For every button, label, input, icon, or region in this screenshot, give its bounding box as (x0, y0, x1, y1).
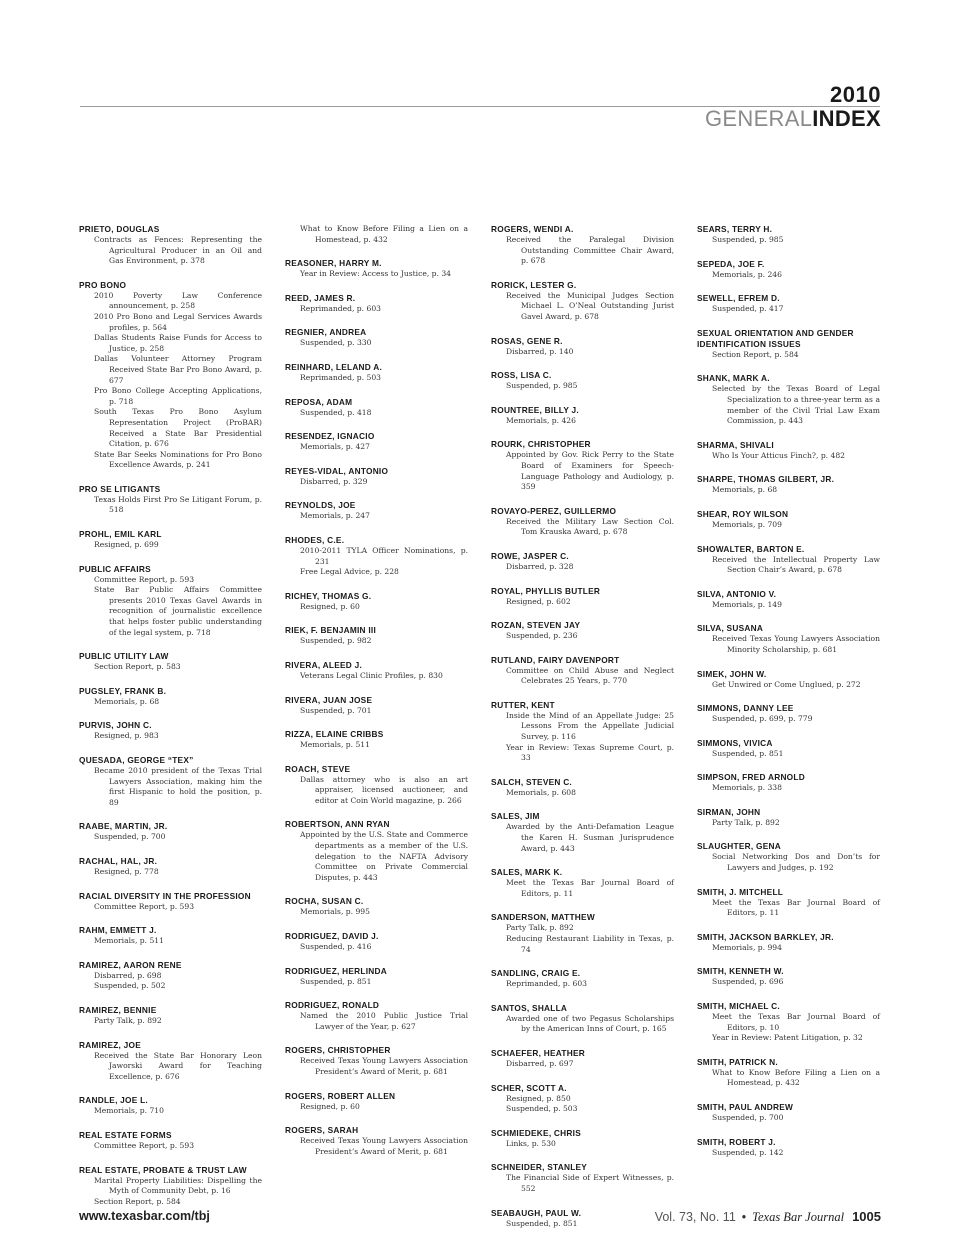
index-entry (697, 703, 880, 725)
entry-reference: Suspended, p. 699, p. 779 (712, 714, 813, 724)
entry-name: SALCH, STEVEN C. (491, 776, 572, 787)
index-entry (697, 623, 880, 655)
entry-name: SANDERSON, MATTHEW (491, 912, 595, 923)
footer-page-number: 1005 (852, 1209, 881, 1224)
entry-reference: Suspended, p. 851 (712, 748, 784, 758)
entry-reference: Committee Report, p. 593 (94, 1140, 195, 1150)
entry-name: ROGERS, WENDI A. (491, 224, 574, 234)
entry-name: SANTOS, SHALLA (491, 1002, 568, 1013)
entry-name: RAMIREZ, BENNIE (79, 1004, 157, 1015)
entry-name: PURVIS, JOHN C. (79, 720, 152, 731)
index-entry (285, 695, 468, 717)
index-entry (697, 259, 880, 281)
index-entry (697, 1102, 880, 1124)
entry-reference: Memorials, p. 995 (300, 907, 370, 917)
index-entry (697, 772, 880, 794)
index-entry (491, 506, 674, 538)
entry-reference: Committee on Child Abuse and Neglect Celebrates 25 Years, p. 770 (506, 665, 674, 686)
index-entry (697, 669, 880, 691)
index-title (705, 108, 881, 130)
entry-reference: Suspended, p. 417 (712, 304, 784, 314)
entry-name: REYNOLDS, JOE (285, 500, 356, 511)
entry-reference: Became 2010 president of the Texas Trial Lawyers Association, making him the first Hispanic to hold the position, p. 89 (94, 766, 262, 807)
entry-name: QUESADA, GEORGE “TEX” (79, 755, 194, 765)
index-entry (285, 591, 468, 613)
entry-reference: Veterans Legal Clinic Profiles, p. 830 (300, 670, 443, 680)
entry-reference: Disbarred, p. 698 (94, 970, 162, 980)
index-entry (285, 293, 468, 315)
entry-reference: Committee Report, p. 593 (94, 574, 195, 584)
entry-reference: Inside the Mind of an Appellate Judge: 25 Lessons From the Appellate Judicial Survey, p. 116 (506, 710, 674, 742)
index-entry (491, 1128, 674, 1150)
entry-name: ROSS, LISA C. (491, 370, 552, 381)
entry-name: SMITH, MICHAEL C. (697, 1001, 780, 1012)
entry-reference: Section Report, p. 584 (94, 1196, 181, 1206)
entry-reference: Received Texas Young Lawyers Association President’s Award of Merit, p. 681 (300, 1056, 468, 1076)
index-entry (79, 651, 262, 673)
index-column-1 (79, 224, 262, 1206)
index-entry (697, 932, 880, 954)
entry-name: REPOSA, ADAM (285, 396, 353, 407)
entry-name: SIMEK, JOHN W. (697, 668, 767, 679)
footer-website-link[interactable]: www.texasbar.com/tbj (79, 1209, 210, 1223)
entry-reference: Suspended, p. 416 (300, 942, 372, 952)
entry-reference: Awarded by the Anti-Defamation League the Karen H. Susman Jurisprudence Award, p. 443 (506, 822, 674, 853)
entry-reference: Received the Municipal Judges Section Michael L. O’Neal Outstanding Jurist Gavel Award, p. 678 (506, 290, 674, 321)
entry-reference: Section Report, p. 583 (94, 662, 181, 672)
entry-reference: Party Talk, p. 892 (506, 923, 574, 933)
index-column-3 (491, 224, 674, 1228)
index-entry (285, 819, 468, 883)
entry-reference: Awarded one of two Pegasus Scholarships by the American Inns of Court, p. 165 (506, 1013, 674, 1034)
index-entry (285, 764, 468, 807)
entry-name: RODRIGUEZ, DAVID J. (285, 931, 379, 942)
entry-reference: Disbarred, p. 697 (506, 1058, 574, 1068)
index-entry (491, 439, 674, 492)
page-header (705, 84, 881, 130)
index-entry (79, 1005, 262, 1027)
entry-name: SHEAR, ROY WILSON (697, 508, 789, 519)
index-entry (79, 1165, 262, 1208)
entry-name: RHODES, C.E. (285, 534, 345, 545)
entry-name: PUBLIC UTILITY LAW (79, 651, 169, 662)
entry-reference: Received the Intellectual Property Law Section Chair’s Award, p. 678 (712, 554, 880, 575)
index-entry (697, 293, 880, 315)
entry-name: SANDLING, CRAIG E. (491, 968, 581, 979)
entry-name: SMITH, PAUL ANDREW (697, 1102, 794, 1112)
entry-name: SIMMONS, DANNY LEE (697, 703, 794, 714)
entry-reference: Free Legal Advice, p. 228 (300, 567, 399, 577)
index-entry (697, 1001, 880, 1044)
index-entry (79, 1040, 262, 1083)
index-entry (491, 280, 674, 323)
entry-name: RANDLE, JOE L. (79, 1095, 148, 1106)
entry-reference: Selected by the Texas Board of Legal Specialization to a three-year term as a member of the Civil Trial Law Exam Commission, p. 443 (712, 384, 880, 426)
index-column-2 (285, 224, 468, 1192)
entry-reference: Year in Review: Access to Justice, p. 34 (300, 269, 452, 279)
entry-reference: Meet the Texas Bar Journal Board of Editors, p. 10 (712, 1012, 880, 1032)
entry-name: SILVA, ANTONIO V. (697, 588, 777, 599)
index-entry (491, 586, 674, 608)
index-entry (285, 1091, 468, 1113)
entry-name: RUTLAND, FAIRY DAVENPORT (491, 654, 620, 665)
entry-reference: Dallas Volunteer Attorney Program Received State Bar Pro Bono Award, p. 677 (94, 354, 262, 385)
index-entry (79, 686, 262, 708)
entry-name: PUBLIC AFFAIRS (79, 563, 151, 574)
entry-name: RAMIREZ, JOE (79, 1039, 142, 1050)
entry-name: SILVA, SUSANA (697, 623, 764, 634)
index-entry (491, 224, 674, 267)
entry-name: SALES, MARK K. (491, 867, 563, 878)
entry-name: RUTTER, KENT (491, 699, 555, 710)
entry-name: RIEK, F. BENJAMIN III (285, 625, 376, 636)
entry-reference: Memorials, p. 68 (94, 696, 160, 706)
entry-name: ROACH, STEVE (285, 763, 351, 774)
entry-reference: The Financial Side of Expert Witnesses, p. 552 (506, 1173, 674, 1193)
index-entry (491, 551, 674, 573)
index-entry (285, 224, 468, 245)
entry-name: RACHAL, HAL, JR. (79, 855, 158, 866)
index-entry (79, 529, 262, 551)
index-entry (697, 509, 880, 531)
entry-name: REED, JAMES R. (285, 292, 356, 303)
entry-reference: Resigned, p. 60 (300, 601, 360, 611)
entry-reference: Suspended, p. 985 (712, 235, 784, 244)
entry-name: SHANK, MARK A. (697, 373, 770, 384)
entry-reference: Resigned, p. 983 (94, 731, 159, 741)
index-entry (697, 589, 880, 611)
entry-reference: South Texas Pro Bono Asylum Representation Project (ProBAR) Received a State Bar Presidential Citation, p. 676 (94, 407, 262, 449)
entry-reference: Suspended, p. 142 (712, 1147, 784, 1157)
index-entry (697, 887, 880, 919)
entry-reference: Section Report, p. 584 (712, 349, 799, 359)
entry-reference: Party Talk, p. 892 (94, 1015, 162, 1025)
entry-reference: Get Unwired or Come Unglued, p. 272 (712, 679, 861, 689)
entry-name: SCHMIEDEKE, CHRIS (491, 1127, 581, 1138)
index-entry (697, 738, 880, 760)
entry-reference: Received Texas Young Lawyers Association Minority Scholarship, p. 681 (712, 634, 880, 654)
entry-name: RACIAL DIVERSITY IN THE PROFESSION (79, 890, 251, 901)
entry-name: SEPEDA, JOE F. (697, 258, 765, 269)
index-entry (79, 564, 262, 639)
entry-reference: Suspended, p. 696 (712, 977, 784, 987)
index-entry (491, 700, 674, 764)
entry-name: ROWE, JASPER C. (491, 550, 569, 561)
entry-reference: Texas Holds First Pro Se Litigant Forum, p. 518 (94, 494, 262, 515)
index-entry (491, 968, 674, 990)
entry-name: ROZAN, STEVEN JAY (491, 620, 581, 631)
index-entry (697, 373, 880, 426)
entry-name: ROURK, CHRISTOPHER (491, 439, 591, 450)
entry-reference: Year in Review: Texas Supreme Court, p. 33 (506, 742, 674, 763)
index-entry (491, 1048, 674, 1070)
entry-name: RIVERA, JUAN JOSE (285, 694, 373, 705)
entry-reference: Memorials, p. 710 (94, 1106, 164, 1116)
entry-name: SCHAEFER, HEATHER (491, 1047, 585, 1058)
index-entry (697, 224, 880, 246)
entry-reference: Reducing Restaurant Liability in Texas, p. 74 (506, 934, 674, 954)
entry-reference: Suspended, p. 982 (300, 636, 372, 646)
entry-name: RODRIGUEZ, HERLINDA (285, 965, 388, 976)
index-entry (285, 931, 468, 953)
entry-name: RIZZA, ELAINE CRIBBS (285, 729, 384, 740)
index-entry (285, 966, 468, 988)
entry-name: SMITH, PATRICK N. (697, 1056, 778, 1067)
entry-name: ROUNTREE, BILLY J. (491, 404, 579, 415)
index-entry (79, 280, 262, 471)
entry-name: RORICK, LESTER G. (491, 279, 577, 290)
entry-name: RAABE, MARTIN, JR. (79, 821, 168, 832)
entry-name: SMITH, ROBERT J. (697, 1136, 776, 1147)
index-title-general: GENERAL (705, 106, 813, 131)
index-entry (697, 440, 880, 462)
entry-name: SMITH, KENNETH W. (697, 966, 784, 977)
entry-reference: 2010 Pro Bono and Legal Services Awards profiles, p. 564 (94, 311, 262, 332)
entry-name: RAMIREZ, AARON RENE (79, 959, 182, 970)
entry-reference: Memorials, p. 246 (712, 269, 782, 279)
index-entry (285, 431, 468, 453)
index-entry (285, 397, 468, 419)
index-entry (285, 258, 468, 280)
entry-name: REAL ESTATE, PROBATE & TRUST LAW (79, 1164, 247, 1175)
entry-reference: Suspended, p. 236 (506, 631, 578, 641)
index-entry (285, 896, 468, 918)
index-entry (285, 625, 468, 647)
entry-reference: Received Texas Young Lawyers Association President’s Award of Merit, p. 681 (300, 1136, 468, 1156)
entry-reference: Memorials, p. 149 (712, 599, 782, 609)
entry-reference: What to Know Before Filing a Lien on a Homestead, p. 432 (712, 1067, 880, 1088)
entry-reference: Resigned, p. 699 (94, 540, 159, 550)
entry-reference: Committee Report, p. 593 (94, 901, 195, 911)
entry-reference: Resigned, p. 778 (94, 866, 159, 876)
index-column-4 (697, 224, 880, 1192)
entry-name: SHOWALTER, BARTON E. (697, 543, 805, 554)
index-entry (79, 960, 262, 992)
entry-reference: Named the 2010 Public Justice Trial Lawyer of the Year, p. 627 (300, 1011, 468, 1031)
entry-reference: Links, p. 530 (506, 1138, 556, 1148)
entry-reference: Suspended, p. 701 (300, 705, 372, 715)
footer-issue-info (655, 1209, 881, 1225)
entry-reference: Social Networking Dos and Don’ts for Lawyers and Judges, p. 192 (712, 852, 880, 873)
entry-reference: Memorials, p. 994 (712, 942, 782, 952)
index-entry (491, 336, 674, 358)
entry-name: RIVERA, ALEED J. (285, 659, 362, 670)
entry-reference: Memorials, p. 247 (300, 511, 370, 521)
footer-volume: Vol. 73, No. 11 (654, 1210, 736, 1224)
index-entry (79, 755, 262, 808)
index-entry (491, 370, 674, 392)
entry-name: REYES-VIDAL, ANTONIO (285, 465, 389, 476)
index-entry (491, 912, 674, 955)
entry-reference: Suspended, p. 985 (506, 381, 578, 391)
index-entry (79, 720, 262, 742)
index-entry (285, 1000, 468, 1032)
index-year: 2010 (830, 82, 881, 107)
index-entry (491, 1083, 674, 1115)
entry-reference: Memorials, p. 427 (300, 442, 370, 452)
index-entry (79, 484, 262, 516)
entry-reference: Marital Property Liabilities: Dispelling the Myth of Community Debt, p. 16 (94, 1175, 262, 1196)
page-footer (79, 1207, 881, 1227)
entry-reference: Suspended, p. 503 (506, 1104, 578, 1114)
entry-name: ROGERS, SARAH (285, 1125, 359, 1136)
entry-reference: Resigned, p. 602 (506, 596, 571, 606)
index-entry (697, 1057, 880, 1089)
entry-name: ROBERTSON, ANN RYAN (285, 819, 390, 830)
entry-reference: Memorials, p. 511 (94, 936, 164, 946)
entry-reference: Reprimanded, p. 603 (300, 303, 381, 313)
entry-name: RODRIGUEZ, RONALD (285, 1000, 380, 1011)
entry-name: SHARMA, SHIVALI (697, 439, 774, 450)
index-entry (79, 891, 262, 913)
index-title-index: INDEX (812, 106, 881, 131)
entry-name: SMITH, JACKSON BARKLEY, JR. (697, 931, 834, 942)
entry-name: REGNIER, ANDREA (285, 327, 367, 338)
entry-reference: Year in Review: Patent Litigation, p. 32 (712, 1033, 863, 1043)
index-entry (491, 1003, 674, 1035)
entry-reference: Dallas attorney who is also an art appraiser, licensed auctioneer, and editor at Coin World magazine, p. 266 (300, 774, 468, 805)
index-entry (79, 1130, 262, 1152)
index-entry (491, 405, 674, 427)
entry-reference: Pro Bono College Accepting Applications, p. 718 (94, 386, 262, 406)
entry-reference: Who Is Your Atticus Finch?, p. 482 (712, 450, 846, 460)
entry-reference: Resigned, p. 60 (300, 1101, 360, 1111)
entry-reference: Memorials, p. 709 (712, 519, 782, 529)
entry-name: ROVAYO-PEREZ, GUILLERMO (491, 505, 617, 516)
index-entry (79, 821, 262, 843)
entry-name: SEWELL, EFREM D. (697, 293, 780, 304)
entry-name: SMITH, J. MITCHELL (697, 886, 784, 897)
entry-name: REINHARD, LELAND A. (285, 361, 383, 372)
index-entry (491, 620, 674, 642)
entry-name: ROGERS, ROBERT ALLEN (285, 1090, 396, 1101)
entry-reference: Resigned, p. 850 (506, 1093, 571, 1103)
entry-reference: Memorials, p. 68 (712, 485, 778, 495)
entry-reference: What to Know Before Filing a Lien on a Homestead, p. 432 (300, 224, 468, 244)
index-entry (79, 224, 262, 267)
entry-reference: Contracts as Fences: Representing the Agricultural Producer in an Oil and Gas Environment, p. 378 (94, 235, 262, 266)
entry-name: SEABAUGH, PAUL W. (491, 1207, 582, 1218)
entry-reference: Reprimanded, p. 503 (300, 372, 381, 382)
entry-reference: Memorials, p. 608 (506, 787, 576, 797)
entry-reference: Disbarred, p. 328 (506, 561, 574, 571)
index-entry (79, 856, 262, 878)
entry-name: SEARS, TERRY H. (697, 224, 773, 234)
entry-reference: Memorials, p. 511 (300, 740, 370, 750)
entry-reference: Meet the Texas Bar Journal Board of Editors, p. 11 (506, 878, 674, 898)
entry-name: PROHL, EMIL KARL (79, 529, 162, 540)
entry-reference: Disbarred, p. 140 (506, 346, 574, 356)
index-entry (491, 777, 674, 799)
index-entry (491, 655, 674, 687)
entry-reference: Suspended, p. 418 (300, 407, 372, 417)
entry-name: ROSAS, GENE R. (491, 335, 563, 346)
entry-reference: Suspended, p. 330 (300, 338, 372, 348)
entry-name: SALES, JIM (491, 811, 540, 822)
entry-reference: Suspended, p. 851 (506, 1218, 578, 1228)
index-entry (79, 925, 262, 947)
entry-name: RICHEY, THOMAS G. (285, 590, 372, 601)
index-entry (285, 1045, 468, 1077)
index-entry (491, 1162, 674, 1194)
entry-reference: Suspended, p. 851 (300, 976, 372, 986)
index-entry (79, 1095, 262, 1117)
index-entry (697, 807, 880, 829)
entry-name: SIMPSON, FRED ARNOLD (697, 772, 805, 783)
entry-name: SEXUAL ORIENTATION AND GENDER IDENTIFICATION ISSUES (697, 327, 854, 349)
entry-name: REAL ESTATE FORMS (79, 1129, 172, 1140)
entry-name: ROYAL, PHYLLIS BUTLER (491, 585, 601, 596)
entry-reference: 2010 Poverty Law Conference announcement, p. 258 (94, 290, 262, 311)
index-entry (285, 535, 468, 578)
entry-reference: Party Talk, p. 892 (712, 817, 780, 827)
index-entry (697, 328, 880, 361)
entry-name: REASONER, HARRY M. (285, 258, 382, 269)
entry-name: ROCHA, SUSAN C. (285, 896, 364, 907)
entry-reference: Appointed by the U.S. State and Commerce departments as a member of the U.S. delegation to the NAFTA Advisory Committee on Private Commercial Disputes, p. 443 (300, 830, 468, 882)
entry-name: SIRMAN, JOHN (697, 806, 761, 817)
footer-bullet: • (741, 1210, 747, 1224)
entry-reference: Received the Military Law Section Col. Tom Krauska Award, p. 678 (506, 516, 674, 537)
entry-name: SLAUGHTER, GENA (697, 841, 781, 852)
entry-reference: State Bar Public Affairs Committee presents 2010 Texas Gavel Awards in recognition of journalistic excellence that helps foster public understanding of the legal system, p. 718 (94, 585, 262, 637)
index-entry (285, 729, 468, 751)
entry-name: PRO BONO (79, 279, 127, 290)
index-entry (285, 500, 468, 522)
entry-reference: Reprimanded, p. 603 (506, 979, 587, 989)
index-entry (285, 660, 468, 682)
entry-name: RAHM, EMMETT J. (79, 925, 157, 936)
entry-name: SCHNEIDER, STANLEY (491, 1162, 588, 1173)
entry-name: PRO SE LITIGANTS (79, 483, 161, 494)
entry-name: SIMMONS, VIVICA (697, 737, 773, 748)
entry-reference: Suspended, p. 700 (94, 832, 166, 842)
entry-reference: Suspended, p. 502 (94, 981, 166, 991)
index-entry (491, 811, 674, 854)
index-entry (285, 466, 468, 488)
entry-reference: Memorials, p. 426 (506, 415, 576, 425)
entry-reference: 2010-2011 TYLA Officer Nominations, p. 231 (300, 545, 468, 566)
entry-reference: State Bar Seeks Nominations for Pro Bono Excellence Awards, p. 241 (94, 449, 262, 470)
index-entry (697, 966, 880, 988)
entry-name: PRIETO, DOUGLAS (79, 224, 160, 234)
entry-name: PUGSLEY, FRANK B. (79, 685, 167, 696)
entry-reference: Memorials, p. 338 (712, 783, 782, 793)
index-entry (697, 841, 880, 873)
entry-reference: Received the State Bar Honorary Leon Jaworski Award for Teaching Excellence, p. 676 (94, 1050, 262, 1081)
entry-reference: Disbarred, p. 329 (300, 476, 368, 486)
entry-reference: Suspended, p. 700 (712, 1113, 784, 1122)
entry-reference: Dallas Students Raise Funds for Access to Justice, p. 258 (94, 333, 262, 353)
entry-name: ROGERS, CHRISTOPHER (285, 1045, 391, 1056)
entry-name: RESENDEZ, IGNACIO (285, 431, 375, 442)
entry-reference: Appointed by Gov. Rick Perry to the State Board of Examiners for Speech-Language Pathology and Audiology, p. 359 (506, 450, 674, 492)
index-entry (697, 544, 880, 576)
index-entry (697, 474, 880, 496)
index-entry (697, 1137, 880, 1159)
index-entry (491, 867, 674, 899)
entry-name: SCHER, SCOTT A. (491, 1082, 567, 1093)
footer-journal-name: Texas Bar Journal (752, 1210, 845, 1224)
entry-name: SHARPE, THOMAS GILBERT, JR. (697, 474, 835, 485)
entry-reference: Received the Paralegal Division Outstanding Committee Chair Award, p. 678 (506, 235, 674, 266)
entry-reference: Meet the Texas Bar Journal Board of Editors, p. 11 (712, 897, 880, 918)
index-entry (285, 327, 468, 349)
index-entry (285, 362, 468, 384)
index-entry (285, 1125, 468, 1157)
